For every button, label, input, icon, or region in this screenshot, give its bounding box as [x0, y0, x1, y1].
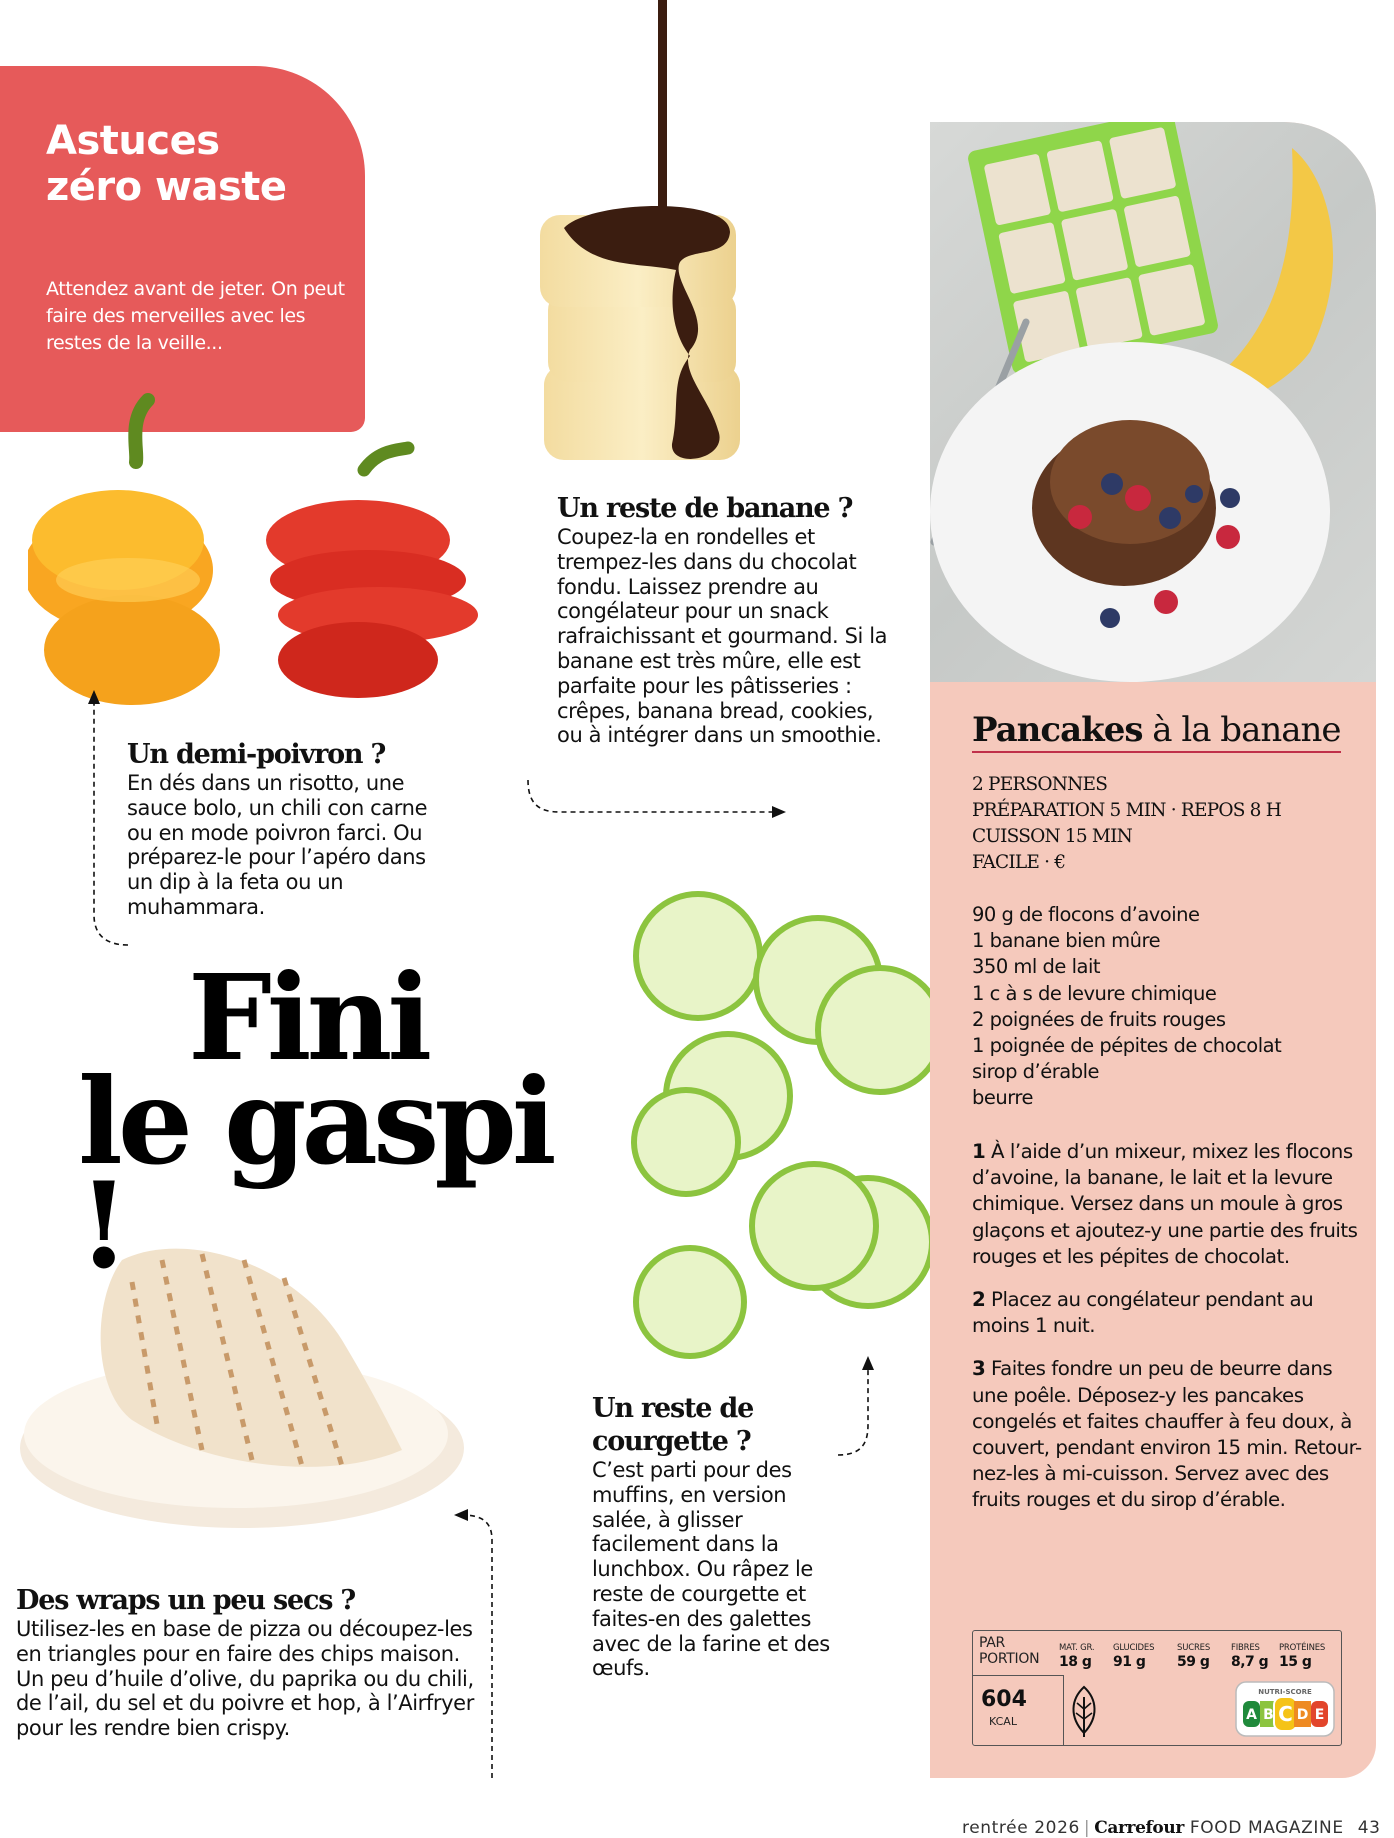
nutri-score-letter: B	[1263, 1707, 1274, 1723]
nutri-score-letter: D	[1296, 1707, 1309, 1723]
nutrition-value: 8,7 g	[1231, 1654, 1269, 1670]
astuces-intro: Attendez avant de jeter. On peut faire des merveilles avec les restes de la veille...	[46, 278, 345, 354]
nutri-score-letter: C	[1278, 1702, 1293, 1726]
nutrition-label: MAT. GR.	[1059, 1643, 1095, 1653]
tip-courgette	[592, 1392, 852, 1681]
nutrition-kcal-label: KCAL	[989, 1715, 1017, 1728]
recipe-cook-time: CUISSON 15 MIN	[972, 826, 1132, 847]
nutri-score-letter: A	[1246, 1707, 1257, 1723]
tip-poivron-title: Un demi-poivron ?	[127, 739, 386, 770]
nutrition-value: 91 g	[1113, 1654, 1146, 1670]
nutrition-label: PROTÉINES	[1279, 1643, 1326, 1653]
nutri-score-letter: E	[1314, 1707, 1325, 1723]
nutrition-fat	[1059, 1643, 1115, 1671]
nutri-score-label: NUTRI-SCORE	[1258, 1688, 1312, 1696]
recipe-steps	[972, 1139, 1364, 1531]
tip-poivron	[127, 738, 457, 920]
recipe-title-light: à la banane	[1142, 710, 1341, 750]
recipe-servings: 2 PERSONNES	[972, 774, 1108, 795]
ingredients-list	[972, 902, 1362, 1112]
tip-wraps	[16, 1584, 486, 1741]
ingredient-item: 2 poignées de fruits rouges	[972, 1007, 1226, 1031]
headline-line2: le gaspi !	[78, 1052, 552, 1295]
footer-issue: rentrée 2026	[962, 1818, 1080, 1838]
ingredient-item: beurre	[972, 1086, 1033, 1110]
tip-wraps-text: Utilisez-les en base de pizza ou découpez-les en triangles pour en faire des chips maison. Un peu d’huile d’olive, du paprika ou du chili, de l’ail, du sel et du poivre et hop, à l’Airfryer pour les rendre bien crispy.	[16, 1617, 474, 1741]
ingredient-item: 90 g de flocons d’avoine	[972, 903, 1200, 926]
recipe-step	[972, 1356, 1364, 1513]
footer-brand: Carrefour	[1094, 1818, 1184, 1838]
recipe-card	[930, 122, 1376, 1778]
recipe-title-bold: Pancakes	[972, 710, 1143, 750]
nutrition-value: 18 g	[1059, 1654, 1092, 1670]
recipe-step	[972, 1139, 1364, 1270]
nutrition-table	[972, 1630, 1342, 1746]
ingredient-item: 1 c à s de levure chimique	[972, 981, 1217, 1005]
page-number: 43	[1357, 1818, 1381, 1838]
nutri-score-badge	[1235, 1681, 1335, 1737]
ingredient-item: 350 ml de lait	[972, 955, 1101, 979]
page-footer	[962, 1818, 1381, 1838]
step-number: 3	[972, 1357, 986, 1381]
nutrition-kcal-value: 604	[981, 1687, 1027, 1712]
vegetarian-leaf-icon	[1061, 1683, 1107, 1739]
recipe-step	[972, 1287, 1364, 1339]
headline-line1: Fini	[188, 948, 428, 1087]
tip-courgette-title-line1: Un reste de	[592, 1393, 754, 1424]
tip-courgette-title-line2: courgette ?	[592, 1426, 751, 1457]
nutrition-per-portion-label	[979, 1635, 1039, 1667]
nutrition-label: FIBRES	[1231, 1643, 1260, 1653]
ingredient-item: sirop d’érable	[972, 1060, 1100, 1084]
astuces-title-line1: Astuces	[46, 118, 220, 164]
nutrition-sugars	[1177, 1643, 1233, 1671]
headline	[0, 948, 600, 1295]
nutrition-value: 15 g	[1279, 1654, 1312, 1670]
nutrition-label: GLUCIDES	[1113, 1643, 1155, 1653]
tip-wraps-title: Des wraps un peu secs ?	[16, 1585, 356, 1616]
recipe-photo	[930, 122, 1376, 682]
recipe-difficulty: FACILE · €	[972, 852, 1066, 873]
step-text: Faites fondre un peu de beurre dans une poêle. Déposez-y les pancakes congelés et faites chauffer à feu doux, à couvert, pendant environ 15 min. Retour-nez-les à mi-cuisson. Servez avec des fruits rouges et du sirop d’érable.	[972, 1357, 1362, 1512]
nutrition-par: PAR	[979, 1635, 1005, 1651]
tip-banane	[557, 492, 897, 748]
astuces-title-line2: zéro waste	[46, 164, 287, 210]
step-number: 1	[972, 1140, 986, 1163]
recipe-prep-time: PRÉPARATION 5 MIN · REPOS 8 H	[972, 800, 1282, 821]
nutri-score-letters	[1243, 1697, 1328, 1731]
nutrition-label: SUCRES	[1177, 1643, 1211, 1653]
footer-separator: |	[1083, 1818, 1091, 1838]
recipe-meta	[972, 772, 1362, 876]
nutrition-portion: PORTION	[979, 1651, 1040, 1667]
step-text: Placez au congélateur pendant au moins 1 nuit.	[972, 1288, 1314, 1338]
step-number: 2	[972, 1288, 986, 1312]
step-text: À l’aide d’un mixeur, mixez les flocons d’avoine, la banane, le lait et la levure chimique. Versez dans un moule à gros glaçons et ajoutez-y une partie des fruits rouges et les pépites de chocolat.	[972, 1140, 1358, 1268]
nutrition-value: 59 g	[1177, 1654, 1210, 1670]
nutrition-divider	[973, 1675, 1063, 1676]
ingredient-item: 1 poignée de pépites de chocolat	[972, 1034, 1282, 1058]
ingredient-item: 1 banane bien mûre	[972, 929, 1161, 953]
tip-banane-title: Un reste de banane ?	[557, 493, 853, 524]
tip-poivron-text: En dés dans un risotto, une sauce bolo, un chili con carne ou en mode poivron farci. Ou préparez-le pour l’apéro dans un dip à la feta ou un muhammara.	[127, 771, 428, 919]
nutrition-carbs	[1113, 1643, 1169, 1671]
tip-courgette-title	[592, 1392, 852, 1458]
recipe-title	[972, 710, 1341, 753]
footer-magazine: FOOD MAGAZINE	[1189, 1818, 1344, 1838]
pancake-photo-illustration	[930, 122, 1376, 682]
tip-banane-text: Coupez-la en rondelles et trempez-les dans du chocolat fondu. Laissez prendre au congélateur pour un snack rafraichissant et gourmand. Si la banane est très mûre, elle est parfaite pour les pâtisseries : crêpes, banana bread, cookies, ou à intégrer dans un smoothie.	[557, 525, 888, 748]
tip-courgette-text: C’est parti pour des muffins, en version salée, à glisser facilement dans la lunchbox. Ou râpez le reste de courgette et faites-en des galettes avec de la farine et des œufs.	[592, 1458, 830, 1681]
nutrition-proteins	[1279, 1643, 1335, 1671]
